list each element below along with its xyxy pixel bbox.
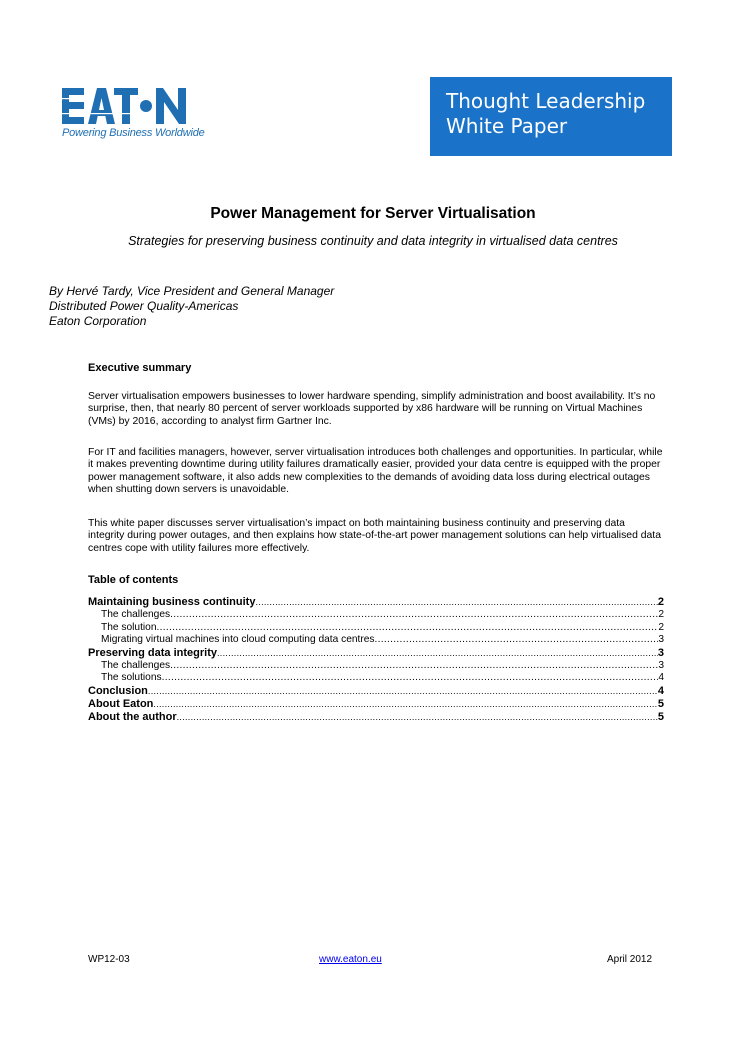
document-subtitle: Strategies for preserving business continuity and data integrity in virtualised data centres (128, 234, 618, 248)
toc-entry-the-challenges[interactable] (88, 609, 664, 622)
author-name: By Hervé Tardy, Vice President and General Manager (49, 284, 335, 298)
summary-paragraph-3: This white paper discusses server virtualisation’s impact on both maintaining business continuity and preserving data integrity during power outages, and then explains how state-of-the-art power management solutions can help virtualised data centres cope with utility failures more effectively. (88, 518, 661, 554)
toc-entry-conclusion[interactable] (88, 685, 664, 698)
toc-entry-label: Conclusion (88, 684, 148, 697)
toc-entry-preserving-data-integrity[interactable] (88, 647, 664, 660)
toc-entry-migrating-virtual-machines[interactable] (88, 634, 664, 647)
toc-entry-label: Maintaining business continuity (88, 596, 256, 608)
footer-website-link[interactable]: www.eaton.eu (319, 954, 382, 965)
toc-entry-the-solution[interactable] (88, 622, 664, 635)
author-company: Eaton Corporation (49, 314, 147, 328)
summary-paragraph-1: Server virtualisation empowers businesses to lower hardware spending, simplify administration and boost availability. It’s no surprise, then, that nearly 80 percent of server workloads supported by x86 hardware will be running on Virtual Machines (VMs) by 2016, according to analyst firm Gartner Inc. (88, 391, 656, 427)
toc-entry-maintaining-business-continuity[interactable] (88, 596, 664, 609)
document-title: Power Management for Server Virtualisation (210, 205, 536, 222)
eaton-wordmark (62, 88, 186, 124)
toc-entry-the-solutions[interactable] (88, 672, 664, 685)
toc-entry-label: The solutions (101, 672, 162, 683)
toc-entry-label: About Eaton (88, 697, 154, 710)
toc-entry-page: 3 (657, 646, 664, 659)
logo-tagline: Powering Business Worldwide (62, 127, 205, 139)
toc-entry-page: 3 (658, 634, 664, 645)
summary-paragraph-2: For IT and facilities managers, however, server virtualisation introduces both challenges and opportunities. In particular, while it makes preventing downtime during utility failures dramatically easier, provided your data centre is equipped with the proper power management software, it also adds new complexities to the demands of avoiding data loss during electrical outages when shutting down servers is unavoidable. (88, 447, 663, 495)
toc-entry-page: 2 (658, 621, 664, 633)
footer-doc-id: WP12-03 (88, 954, 130, 965)
toc-entry-about-the-author[interactable] (88, 711, 664, 724)
toc-entry-about-eaton[interactable] (88, 698, 664, 711)
toc-entry-page: 5 (657, 697, 664, 710)
toc-entry-page: 4 (658, 672, 664, 683)
toc-entry-page: 4 (657, 684, 664, 697)
toc-entry-page: 3 (658, 659, 664, 671)
toc-entry-label: The challenges (101, 609, 171, 620)
thought-leadership-banner (430, 77, 672, 156)
executive-summary-heading: Executive summary (88, 362, 192, 374)
toc-entry-page: 2 (657, 596, 664, 608)
author-block (49, 284, 334, 329)
toc-entry-label: The solution (101, 621, 157, 633)
eaton-logo (62, 88, 232, 144)
toc-entry-the-challenges-2[interactable] (88, 660, 664, 673)
toc-heading: Table of contents (88, 574, 179, 586)
toc-entry-label: The challenges (101, 659, 171, 671)
toc-entry-label: About the author (88, 710, 177, 723)
table-of-contents (88, 596, 664, 724)
toc-entry-label: Migrating virtual machines into cloud computing data centres (101, 634, 375, 645)
banner-line-1: Thought Leadership (446, 89, 646, 113)
toc-entry-page: 2 (658, 609, 664, 620)
banner-line-2: White Paper (446, 114, 568, 138)
toc-entry-label: Preserving data integrity (88, 646, 217, 659)
author-division: Distributed Power Quality-Americas (49, 299, 239, 313)
footer-date: April 2012 (607, 954, 653, 965)
toc-entry-page: 5 (657, 710, 664, 723)
